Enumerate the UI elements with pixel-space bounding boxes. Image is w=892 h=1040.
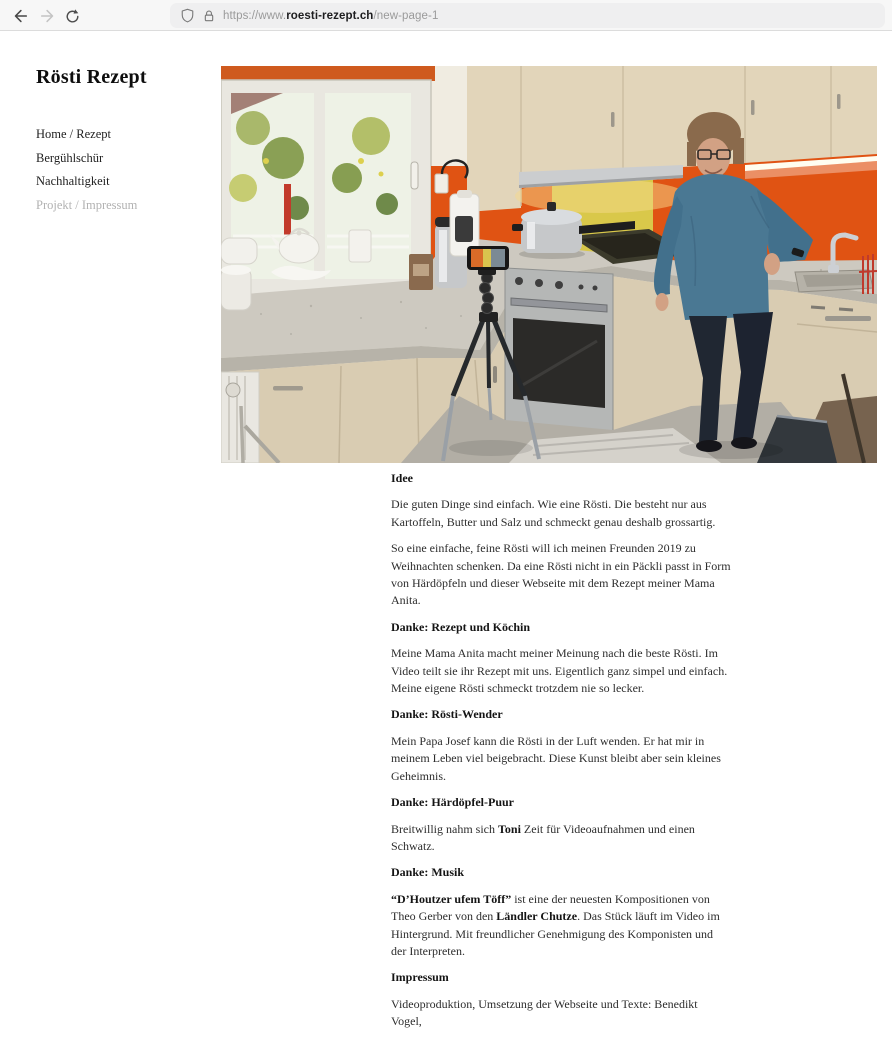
browser-chrome	[0, 0, 892, 31]
paragraph: “D’Houtzer ufem Töff” ist eine der neuesten Kompositionen von Theo Gerber von den Ländler Chutze. Das Stück läuft im Video im Hintergrund. Mit freundlicher Genehmigung des Komponisten und der Interpreten.	[391, 891, 720, 958]
shoe	[731, 437, 757, 449]
forward-button[interactable]	[36, 4, 60, 28]
url-domain: roesti-rezept.ch	[286, 9, 374, 22]
section-heading: Idee	[391, 471, 413, 485]
white-canister	[349, 230, 371, 262]
left-hand	[656, 293, 669, 311]
section-heading: Danke: Rezept und Köchin	[391, 619, 531, 634]
sidebar-item-3[interactable]: Projekt / Impressum	[36, 197, 138, 212]
article	[391, 470, 731, 1040]
window-blind	[221, 66, 435, 81]
paragraph: Breitwillig nahm sich Toni Zeit für Videoaufnahmen und einen Schwatz.	[391, 821, 695, 853]
paragraph: Meine Mama Anita macht meiner Meinung nach die beste Rösti. Im Video teilt sie ihr Rezept mit uns. Eigentlich ganz simpel und einfach. Meine eigene Rösti schmeckt trotzdem nie so lecker.	[391, 646, 728, 696]
paragraph: Mein Papa Josef kann die Rösti in der Luft wenden. Er hat mir in meinem Leben viel beigebracht. Diese Kunst bleibt aber sein kleines Geheimnis.	[391, 733, 721, 783]
paragraph: Die guten Dinge sind einfach. Wie eine Rösti. Die besteht nur aus Kartoffeln, Butter und Salz und schmeckt genau deshalb grossartig.	[391, 497, 716, 529]
door-handle	[493, 366, 497, 383]
refresh-button[interactable]	[60, 4, 84, 28]
section-heading: Impressum	[391, 970, 449, 985]
section-heading: Danke: Härdöpfel-Puur	[391, 795, 514, 810]
right-hand	[764, 253, 780, 275]
shield-icon[interactable]	[180, 8, 195, 23]
cabinet-handle	[837, 94, 841, 109]
back-button[interactable]	[8, 4, 32, 28]
sink	[795, 270, 873, 292]
url-text	[223, 10, 438, 22]
url-prefix: https://www.	[223, 9, 287, 22]
refresh-icon	[64, 8, 81, 25]
cabinet-handle	[751, 100, 755, 115]
paragraph: Videoproduktion, Umsetzung der Webseite und Texte: Benedikt Vogel,	[391, 996, 698, 1029]
sidebar-item-0[interactable]: Home / Rezept	[36, 127, 111, 141]
sidebar-item-1[interactable]: Bergühlschür	[36, 150, 104, 165]
site-title[interactable]: Rösti Rezept	[36, 66, 147, 88]
back-arrow-icon	[11, 7, 29, 25]
section-heading: Danke: Rösti-Wender	[391, 707, 503, 722]
paragraph: So eine einfache, feine Rösti will ich meinen Freunden 2019 zu Weihnachten schenken. Da eine Rösti nicht in ein Päckli passt in Form von Härdöpfeln und dieser Webseite mit dem Rezept meiner Mama Anita.	[391, 541, 731, 608]
window-handle	[411, 162, 418, 189]
sidebar-item-2[interactable]: Nachhaltigkeit	[36, 174, 110, 188]
face	[696, 138, 730, 178]
oven	[505, 268, 613, 432]
shoe	[696, 440, 722, 452]
dishwasher-handle	[825, 316, 871, 321]
forward-arrow-icon	[39, 7, 57, 25]
url-bar[interactable]	[170, 3, 885, 28]
radiator-valve	[226, 383, 240, 397]
coffee-capsule-box	[409, 254, 433, 290]
kitchen-photo	[221, 66, 877, 463]
drawer-handle	[273, 386, 303, 391]
smartphone	[467, 246, 509, 270]
sidebar-nav	[36, 123, 206, 217]
section-heading: Danke: Musik	[391, 865, 465, 880]
cabinet-handle	[611, 112, 615, 127]
url-path: /new-page-1	[373, 9, 439, 22]
sidebar	[36, 66, 206, 217]
red-pole	[284, 184, 291, 238]
kitchen-photo-illustration	[221, 66, 877, 463]
lock-icon[interactable]	[202, 9, 216, 23]
